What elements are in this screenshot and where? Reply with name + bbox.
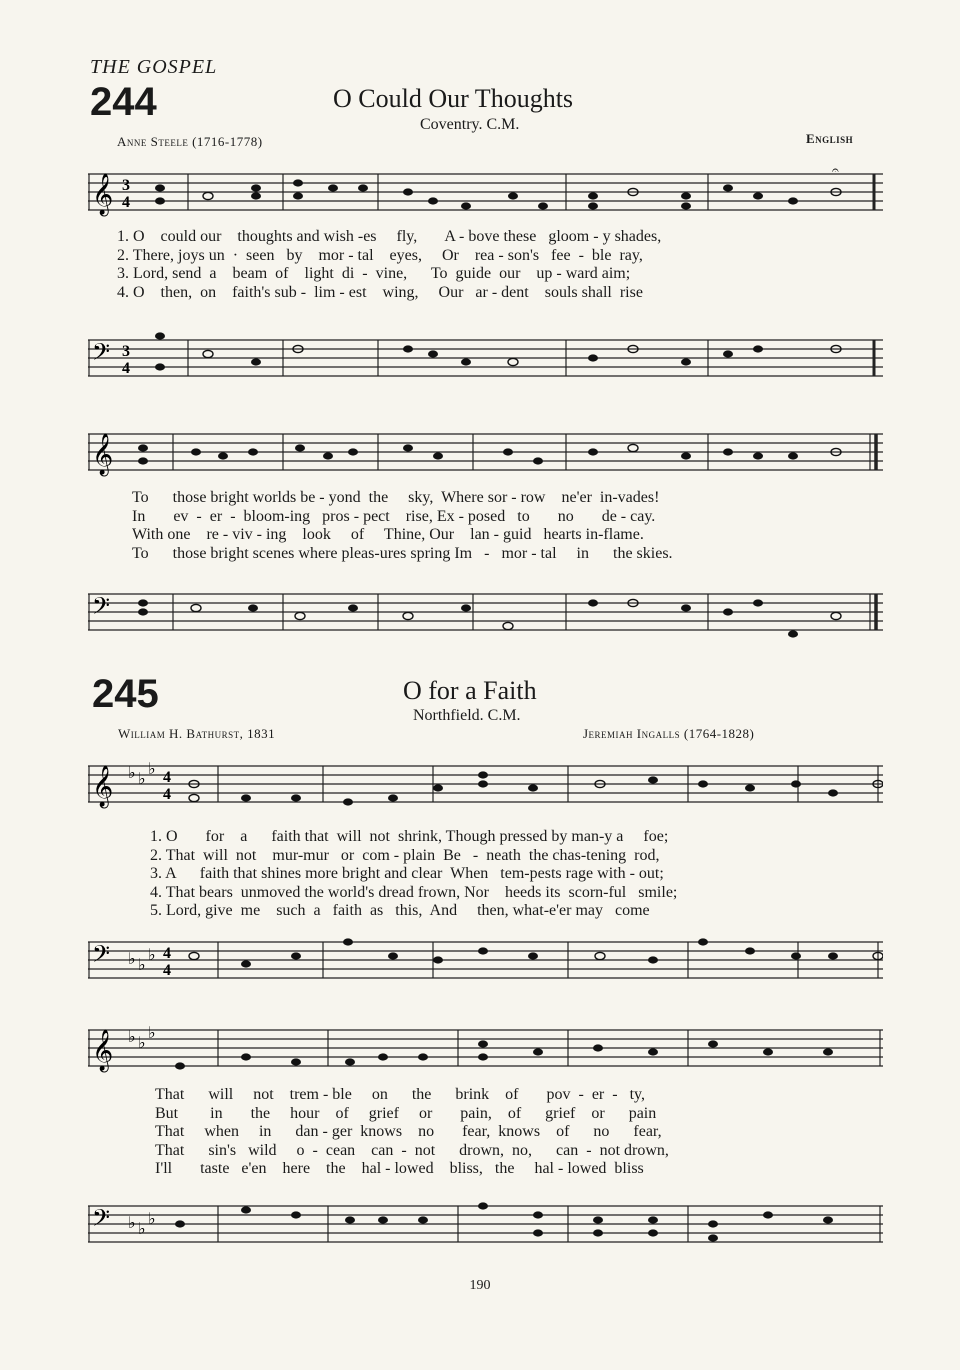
- svg-text:♭: ♭: [148, 1025, 156, 1042]
- lyric-line: But in the hour of grief or pain, of grief or pain: [155, 1104, 657, 1122]
- treble-staff-244-1: [88, 166, 883, 218]
- tune-name-244: Coventry. C.M.: [420, 116, 520, 133]
- lyric-line: That sin's wild o - cean can - not drown, no, can - not drown,: [155, 1141, 669, 1159]
- svg-text:𝄞: 𝄞: [92, 174, 114, 215]
- svg-text:4: 4: [163, 962, 171, 979]
- svg-text:4: 4: [122, 194, 130, 211]
- lyric-line: 2. That will not mur-mur or com - plain Be - neath the chas-tening rod,: [150, 846, 660, 864]
- lyric-line: 2. There, joys un · seen by mor - tal eyes, Or rea - son's fee - ble ray,: [117, 246, 643, 264]
- svg-text:4: 4: [163, 786, 171, 803]
- svg-text:♭: ♭: [148, 947, 156, 964]
- lyric-line: 1. O for a faith that will not shrink, Though pressed by man-y a foe;: [150, 828, 669, 845]
- treble-staff-245-2: [88, 1022, 883, 1074]
- lyrics-245-system-1: [150, 828, 677, 921]
- svg-text:♭: ♭: [128, 951, 136, 968]
- svg-text:♭: ♭: [138, 957, 146, 974]
- lyric-line: 3. A faith that shines more bright and clear When tem-pests rage with - out;: [150, 865, 664, 882]
- bass-staff-245-2: [88, 1198, 883, 1250]
- lyric-line: 4. That bears unmoved the world's dread frown, Nor heeds its scorn-ful smile;: [150, 883, 678, 901]
- lyrics-244-system-2: [132, 489, 673, 563]
- hymn-title-244: O Could Our Thoughts: [333, 84, 574, 113]
- author-credit-244: Anne Steele (1716-1778): [117, 134, 263, 149]
- treble-staff-244-2: [88, 426, 883, 478]
- composer-credit-245: Jeremiah Ingalls (1764-1828): [583, 726, 755, 741]
- svg-text:𝄢: 𝄢: [92, 1204, 111, 1237]
- lyric-line: With one re - viv - ing look of Thine, Our lan - guid hearts in-flame.: [132, 526, 644, 543]
- lyric-line: To those bright worlds be - yond the sky, Where sor - row ne'er in-vades!: [132, 489, 660, 506]
- lyric-line: 3. Lord, send a beam of light di - vine, To guide our up - ward aim;: [117, 265, 631, 282]
- page-number: 190: [469, 1278, 491, 1293]
- bass-staff-244-2: [88, 586, 883, 638]
- svg-text:𝄢: 𝄢: [92, 940, 111, 973]
- svg-text:4: 4: [122, 360, 130, 377]
- svg-text:♭: ♭: [128, 1029, 136, 1046]
- lyric-line: 1. O could our thoughts and wish -es fly, A - bove these gloom - y shades,: [117, 228, 662, 245]
- svg-text:𝄐: 𝄐: [832, 166, 839, 177]
- svg-text:♭: ♭: [138, 771, 146, 788]
- svg-text:4: 4: [163, 945, 171, 962]
- svg-text:𝄞: 𝄞: [92, 766, 114, 807]
- svg-text:♭: ♭: [138, 1221, 146, 1238]
- svg-text:♭: ♭: [148, 761, 156, 778]
- hymn-number-244: 244: [90, 80, 157, 124]
- svg-text:𝄞: 𝄞: [92, 1030, 114, 1071]
- lyrics-245-system-2: [155, 1086, 669, 1179]
- bass-staff-244-1: [88, 332, 883, 384]
- lyric-line: To those bright scenes where pleas-ures spring Im - mor - tal in the skies.: [132, 544, 673, 562]
- author-credit-245: William H. Bathurst, 1831: [118, 726, 276, 741]
- svg-text:3: 3: [122, 343, 130, 360]
- svg-text:♭: ♭: [148, 1211, 156, 1228]
- lyric-line: 4. O then, on faith's sub - lim - est wing, Our ar - dent souls shall rise: [117, 283, 643, 301]
- treble-staff-245-1: [88, 758, 883, 810]
- svg-text:♭: ♭: [128, 1215, 136, 1232]
- lyric-line: 5. Lord, give me such a faith as this, And then, what-e'er may come: [150, 902, 650, 919]
- svg-text:4: 4: [163, 769, 171, 786]
- section-label: THE GOSPEL: [90, 56, 218, 78]
- bass-staff-245-1: [88, 934, 883, 986]
- svg-text:♭: ♭: [128, 765, 136, 782]
- svg-text:♭: ♭: [138, 1035, 146, 1052]
- lyric-line: I'll taste e'en here the hal - lowed bliss, the hal - lowed bliss: [155, 1160, 644, 1177]
- lyric-line: That will not trem - ble on the brink of pov - er - ty,: [155, 1086, 645, 1103]
- svg-text:𝄢: 𝄢: [92, 592, 111, 625]
- tune-name-245: Northfield. C.M.: [413, 707, 521, 724]
- lyric-line: That when in dan - ger knows no fear, knows of no fear,: [155, 1123, 662, 1140]
- composer-credit-244: English: [806, 131, 854, 146]
- lyrics-244-system-1: [117, 228, 661, 302]
- svg-text:3: 3: [122, 177, 130, 194]
- svg-text:𝄞: 𝄞: [92, 434, 114, 475]
- hymn-number-245: 245: [92, 672, 159, 716]
- hymn-title-245: O for a Faith: [403, 676, 537, 705]
- svg-text:𝄢: 𝄢: [92, 338, 111, 371]
- lyric-line: In ev - er - bloom-ing pros - pect rise, Ex - posed to no de - cay.: [132, 507, 656, 525]
